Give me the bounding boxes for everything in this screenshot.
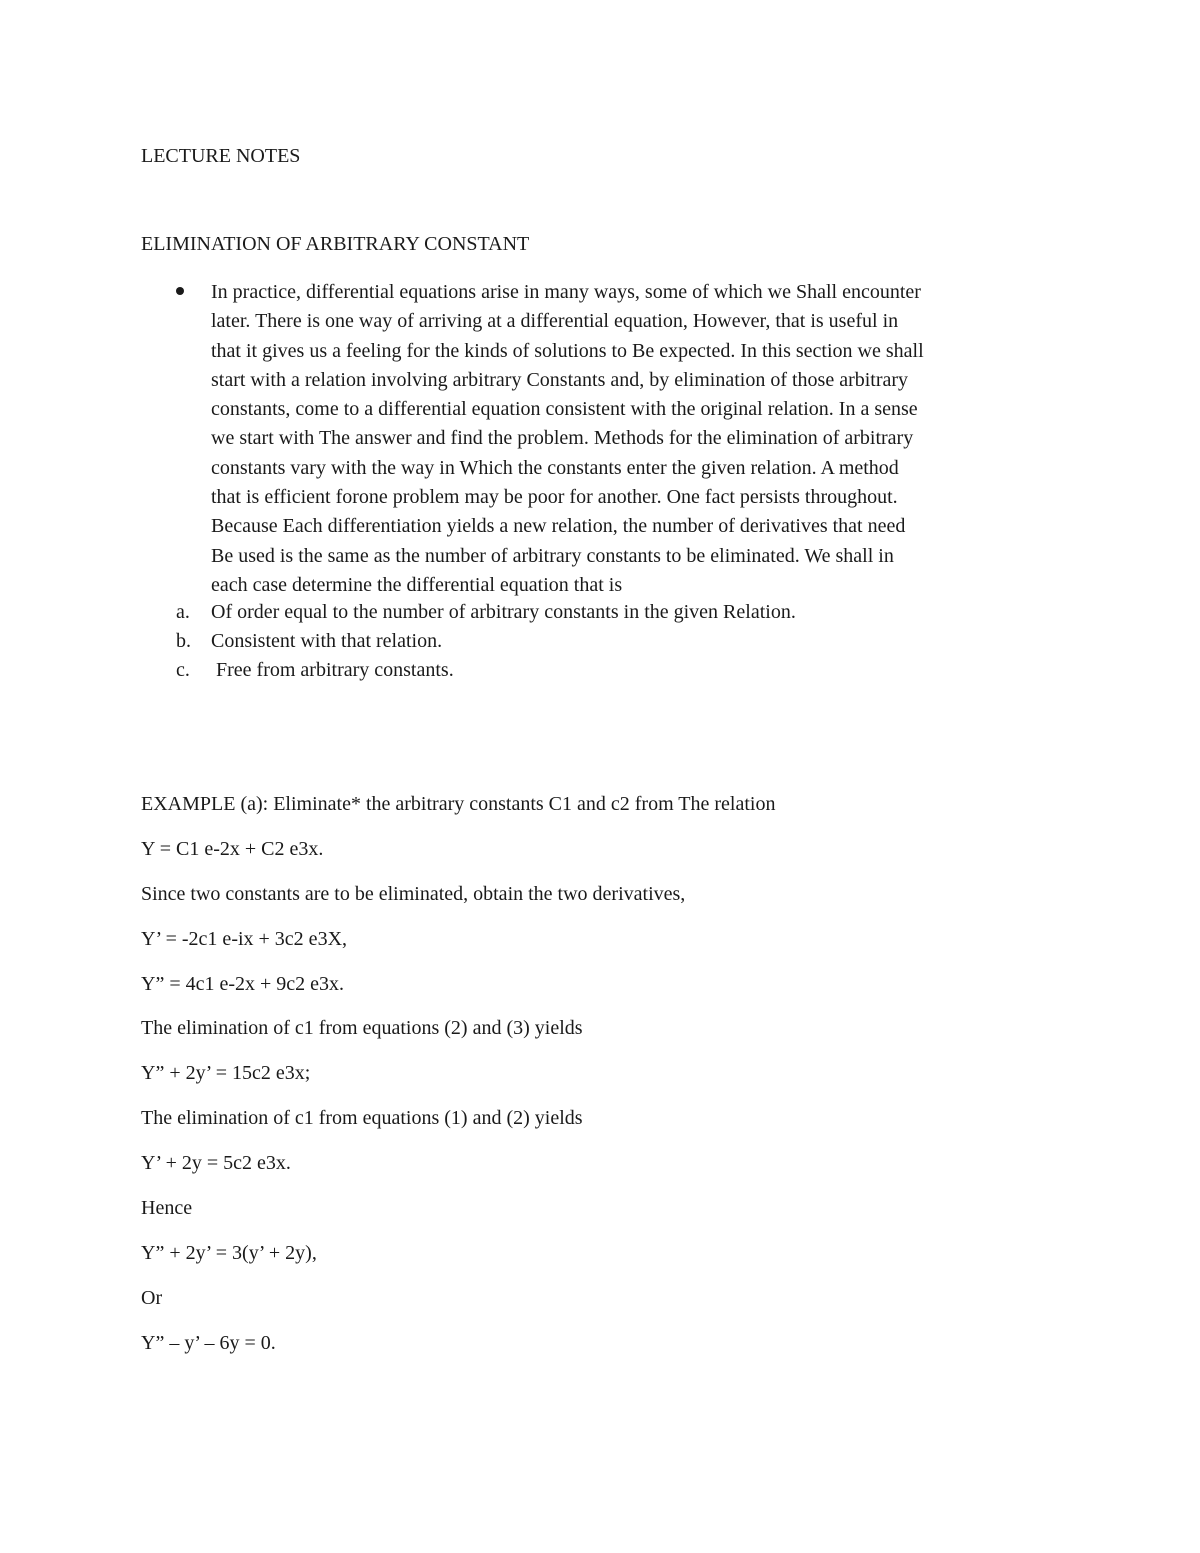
equation-line: Y” = 4c1 e-2x + 9c2 e3x. xyxy=(141,973,345,995)
section-heading: ELIMINATION OF ARBITRARY CONSTANT xyxy=(141,233,530,255)
list-item-text: Free from arbitrary constants. xyxy=(216,659,454,681)
paragraph-line: constants, come to a differential equation consistent with the original relation. In a sense xyxy=(211,398,918,421)
text-line: Or xyxy=(141,1287,163,1309)
list-marker: a. xyxy=(176,601,190,623)
list-item-text: Of order equal to the number of arbitrary constants in the given Relation. xyxy=(211,601,796,623)
paragraph-line: In practice, differential equations arise in many ways, some of which we Shall encounter xyxy=(211,281,921,303)
equation-line: Y = C1 e-2x + C2 e3x. xyxy=(141,838,324,860)
list-marker: c. xyxy=(176,659,190,681)
paragraph-line: each case determine the differential equation that is xyxy=(211,573,623,596)
list-marker: b. xyxy=(176,630,191,652)
paragraph-line: start with a relation involving arbitrary Constants and, by elimination of those arbitrary xyxy=(211,368,909,391)
example-heading: EXAMPLE (a): Eliminate* the arbitrary constants C1 and c2 from The relation xyxy=(141,793,776,815)
equation-line: Y’ + 2y = 5c2 e3x. xyxy=(141,1152,291,1174)
equation-line: Y” + 2y’ = 3(y’ + 2y), xyxy=(141,1242,317,1264)
equation-line: Y” + 2y’ = 15c2 e3x; xyxy=(141,1062,311,1084)
paragraph-line: Because Each differentiation yields a new relation, the number of derivatives that need xyxy=(211,515,906,538)
paragraph-line: that is efficient forone problem may be poor for another. One fact persists throughout. xyxy=(211,486,898,509)
paragraph-line: we start with The answer and find the problem. Methods for the elimination of arbitrary xyxy=(211,427,914,450)
text-line: The elimination of c1 from equations (1) and (2) yields xyxy=(141,1107,583,1129)
equation-line: Y” – y’ – 6y = 0. xyxy=(141,1332,276,1354)
equation-line: Y’ = -2c1 e-ix + 3c2 e3X, xyxy=(141,928,348,950)
list-item-text: Consistent with that relation. xyxy=(211,630,443,652)
text-line: Hence xyxy=(141,1197,193,1219)
document-title: LECTURE NOTES xyxy=(141,145,301,167)
paragraph-line: Be used is the same as the number of arbitrary constants to be eliminated. We shall in xyxy=(211,544,894,567)
bullet-icon xyxy=(176,287,184,295)
paragraph-line: later. There is one way of arriving at a differential equation, However, that is useful in xyxy=(211,310,899,333)
text-line: The elimination of c1 from equations (2) and (3) yields xyxy=(141,1017,583,1039)
bullet-paragraph xyxy=(211,278,1061,600)
text-line: Since two constants are to be eliminated, obtain the two derivatives, xyxy=(141,883,686,905)
paragraph-line: that it gives us a feeling for the kinds of solutions to Be expected. In this section we shall xyxy=(211,339,924,362)
paragraph-line: constants vary with the way in Which the constants enter the given relation. A method xyxy=(211,456,899,479)
